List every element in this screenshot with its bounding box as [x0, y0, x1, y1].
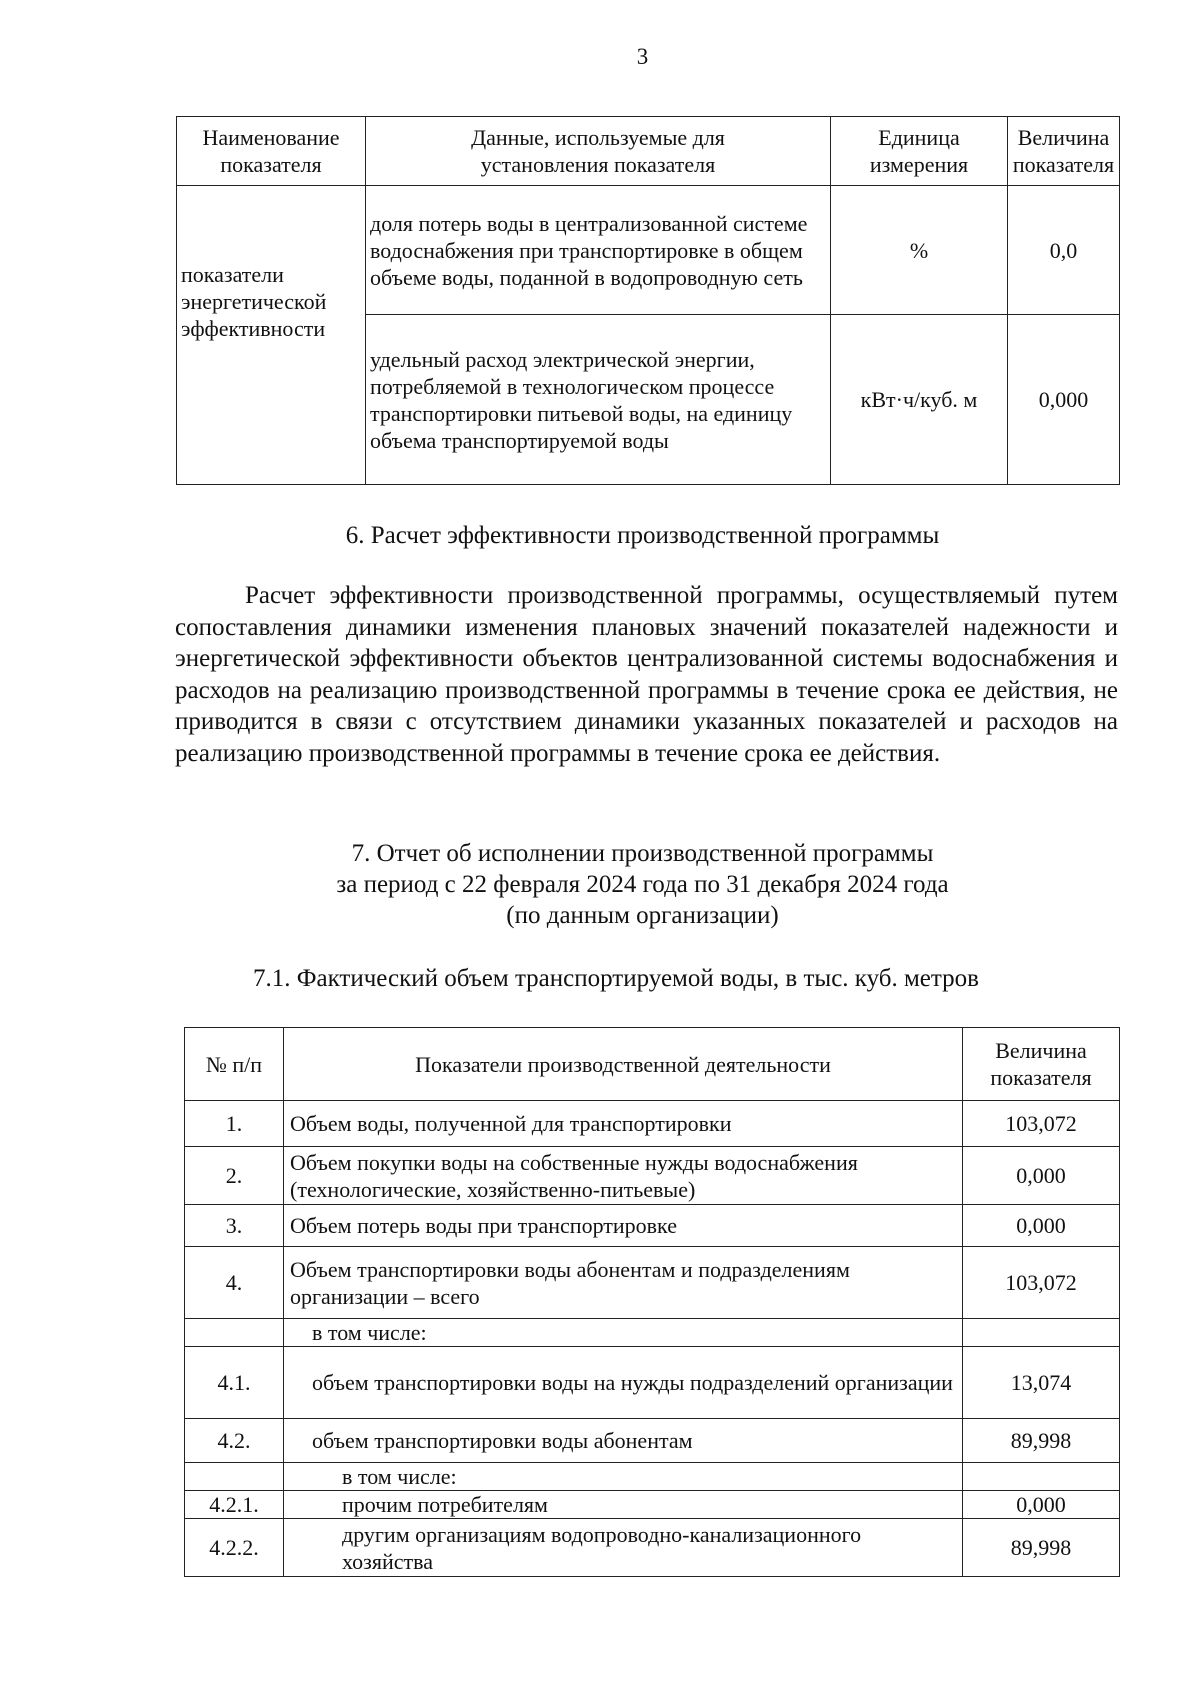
- row-value: 89,998: [963, 1419, 1120, 1463]
- table-row: [185, 1247, 1120, 1319]
- value-cell: 0,0: [1008, 186, 1120, 315]
- row-name: Объем воды, полученной для транспортировки: [284, 1101, 963, 1147]
- table-row: [185, 1463, 1120, 1491]
- row-number: 4.2.: [185, 1419, 284, 1463]
- header-value: Величина показателя: [963, 1028, 1120, 1101]
- table-row: [185, 1147, 1120, 1205]
- value-cell: 0,000: [1008, 315, 1120, 485]
- row-name: Объем транспортировки воды абонентам и подразделениям организации – всего: [284, 1247, 963, 1319]
- row-value: 13,074: [963, 1347, 1120, 1419]
- section-6-paragraph: Расчет эффективности производственной программы, осуществляемый путем сопоставления динамики изменения плановых значений показателей надежности и энергетической эффективности объектов централизованной системы водоснабжения и расходов на реализацию производственной программы в течение срока ее действия, не приводится в связи с отсутствием динамики указанных показателей и расходов на реализацию производственной программы в течение срока ее действия.: [175, 582, 1118, 767]
- section-6-title: 6. Расчет эффективности производственной программы: [345, 522, 940, 549]
- row-value: 103,072: [963, 1247, 1120, 1319]
- row-name: в том числе:: [284, 1463, 963, 1491]
- efficiency-indicators-table: [176, 116, 1120, 485]
- row-value: 0,000: [963, 1205, 1120, 1247]
- transported-water-table: [184, 1027, 1120, 1577]
- row-value: 0,000: [963, 1491, 1120, 1519]
- row-name: объем транспортировки воды абонентам: [284, 1419, 963, 1463]
- table-row: [185, 1319, 1120, 1347]
- header-data-used: Данные, используемые для установления показателя: [366, 117, 831, 186]
- table-row: [185, 1101, 1120, 1147]
- header-number: № п/п: [185, 1028, 284, 1101]
- table-row: [185, 1519, 1120, 1577]
- data-cell: доля потерь воды в централизованной системе водоснабжения при транспортировке в общем объеме воды, поданной в водопроводную сеть: [366, 186, 831, 315]
- row-name: Объем потерь воды при транспортировке: [284, 1205, 963, 1247]
- row-number: [185, 1463, 284, 1491]
- table-header-row: [177, 117, 1120, 186]
- header-unit: Единица измерения: [831, 117, 1008, 186]
- unit-cell: кВт·ч/куб. м: [831, 315, 1008, 485]
- section-7-title: [0, 838, 1200, 931]
- header-indicator-name: Наименование показателя: [177, 117, 366, 186]
- row-number: 3.: [185, 1205, 284, 1247]
- row-value: [963, 1319, 1120, 1347]
- page-number: 3: [636, 44, 649, 69]
- data-cell: удельный расход электрической энергии, потребляемой в технологическом процессе транспортировки питьевой воды, на единицу объема транспортируемой воды: [366, 315, 831, 485]
- row-value: 0,000: [963, 1147, 1120, 1205]
- row-number: 1.: [185, 1101, 284, 1147]
- row-number: 4.1.: [185, 1347, 284, 1419]
- row-number: 2.: [185, 1147, 284, 1205]
- row-name: прочим потребителям: [284, 1491, 963, 1519]
- row-number: 4.: [185, 1247, 284, 1319]
- section-7-title-line-1: 7. Отчет об исполнении производственной программы: [351, 840, 934, 867]
- row-value: 103,072: [963, 1101, 1120, 1147]
- row-name: Объем покупки воды на собственные нужды водоснабжения (технологические, хозяйственно-питьевые): [284, 1147, 963, 1205]
- unit-cell: %: [831, 186, 1008, 315]
- row-value: [963, 1463, 1120, 1491]
- row-number: 4.2.1.: [185, 1491, 284, 1519]
- row-name: объем транспортировки воды на нужды подразделений организации: [284, 1347, 963, 1419]
- group-cell: показатели энергетической эффективности: [177, 186, 366, 485]
- row-number: 4.2.2.: [185, 1519, 284, 1577]
- row-name: в том числе:: [284, 1319, 963, 1347]
- section-7-title-line-2: за период с 22 февраля 2024 года по 31 декабря 2024 года: [336, 871, 949, 898]
- row-name: другим организациям водопроводно-канализационного хозяйства: [284, 1519, 963, 1577]
- header-value: Величина показателя: [1008, 117, 1120, 186]
- section-7-title-line-3: (по данным организации): [506, 902, 779, 929]
- table-row: [185, 1419, 1120, 1463]
- row-value: 89,998: [963, 1519, 1120, 1577]
- table-header-row: [185, 1028, 1120, 1101]
- table-row: [185, 1491, 1120, 1519]
- section-7-1-subtitle: 7.1. Фактический объем транспортируемой воды, в тыс. куб. метров: [253, 965, 979, 992]
- table-row: [185, 1205, 1120, 1247]
- header-indicators: Показатели производственной деятельности: [284, 1028, 963, 1101]
- row-number: [185, 1319, 284, 1347]
- table-row: [177, 186, 1120, 315]
- table-row: [185, 1347, 1120, 1419]
